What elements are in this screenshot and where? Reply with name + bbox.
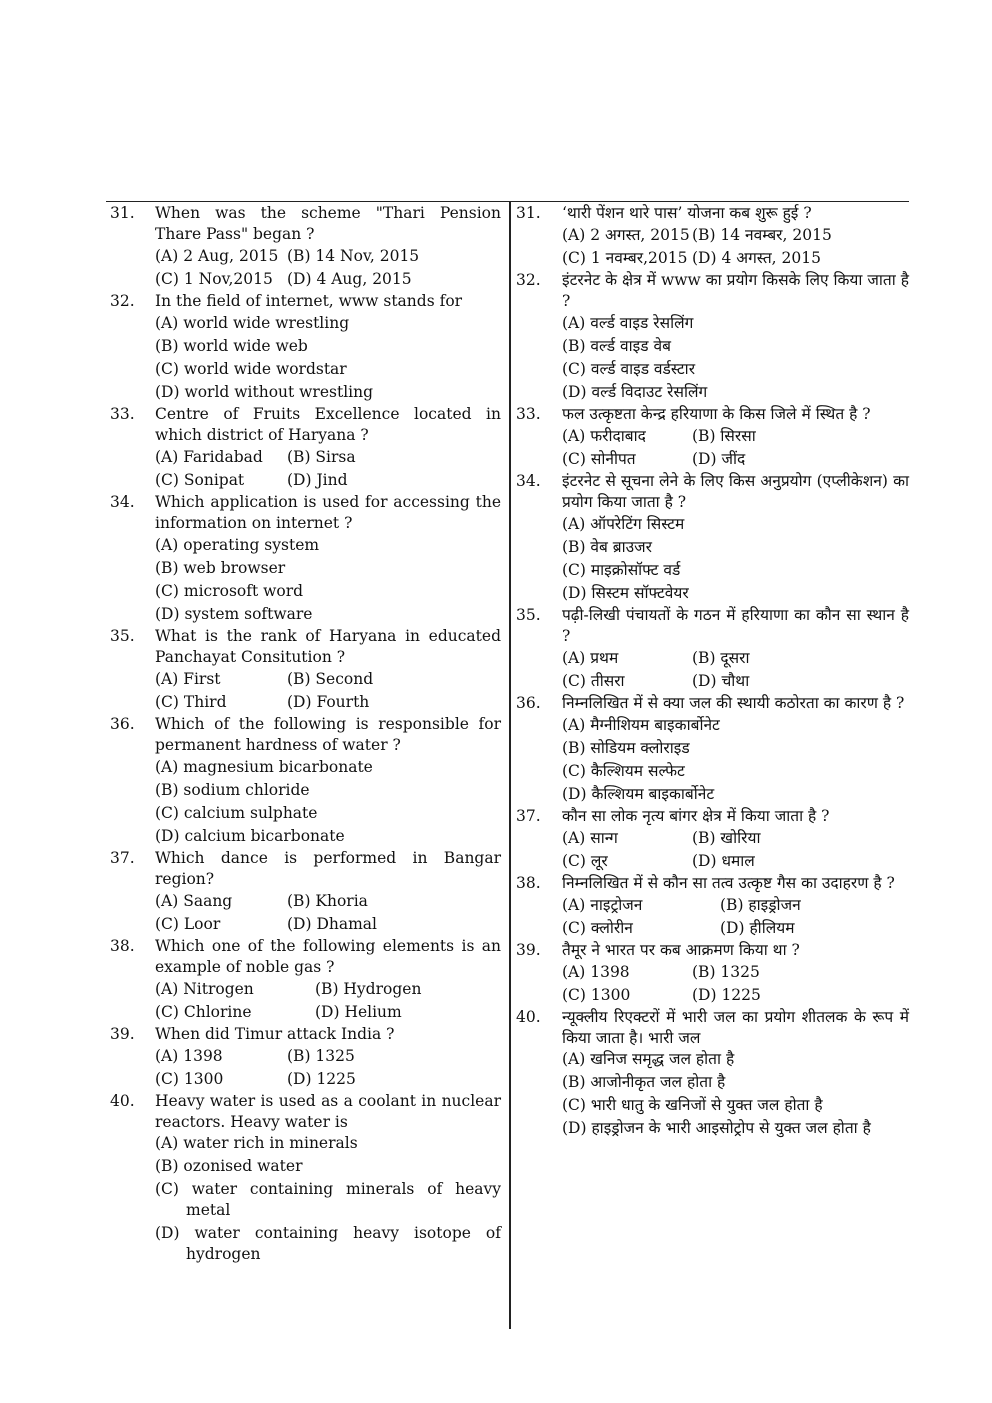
question-number: 31.	[516, 204, 541, 222]
question-text: Heavy water is used as a coolant in nuclear reactors. Heavy water is	[155, 1092, 501, 1131]
option-c: (C) 1300	[155, 1070, 224, 1088]
question-text: तैमूर ने भारत पर कब आक्रमण किया था ?	[562, 941, 800, 959]
option-c: (C) क्लोरीन	[562, 919, 633, 937]
hindi-column	[516, 203, 909, 1141]
option-d: (D) system software	[155, 605, 313, 623]
option-d: (D) 1225	[287, 1070, 356, 1088]
question-37	[106, 848, 501, 936]
option-c: (C) Loor	[155, 915, 221, 933]
question-text: When did Timur attack India ?	[155, 1025, 395, 1043]
option-a: (A) प्रथम	[562, 649, 619, 667]
option-a: (A) मैग्नीशियम बाइकार्बोनेट	[562, 716, 720, 734]
question-number: 31.	[110, 204, 135, 222]
question-39	[516, 940, 909, 1007]
question-33	[516, 404, 909, 471]
option-b: (B) Khoria	[287, 892, 368, 910]
option-c: (C) Third	[155, 693, 227, 711]
question-31	[106, 203, 501, 291]
question-text: Which application is used for accessing the information on internet ?	[155, 493, 501, 532]
question-36	[106, 714, 501, 848]
option-b: (B) ozonised water	[155, 1157, 303, 1175]
question-number: 36.	[516, 694, 541, 712]
question-35	[516, 605, 909, 693]
options	[562, 647, 909, 693]
question-37	[516, 806, 909, 873]
option-d: (D) Helium	[315, 1003, 402, 1021]
question-number: 38.	[516, 874, 541, 892]
option-a: (A) Saang	[155, 892, 233, 910]
question-text: कौन सा लोक नृत्य बांगर क्षेत्र में किया जाता है ?	[562, 807, 830, 825]
question-text: निम्नलिखित में से कौन सा तत्व उत्कृष्ट गैस का उदाहरण है ?	[562, 874, 895, 892]
options	[155, 668, 501, 714]
option-b: (B) सोडियम क्लोराइड	[562, 739, 690, 757]
question-number: 35.	[110, 627, 135, 645]
question-38	[516, 873, 909, 940]
options	[562, 1049, 909, 1139]
question-number: 33.	[516, 405, 541, 423]
question-number: 39.	[110, 1025, 135, 1043]
option-c: (C) कैल्शियम सल्फेट	[562, 762, 685, 780]
options	[155, 312, 501, 404]
option-c: (C) माइक्रोसॉफ्ट वर्ड	[562, 561, 681, 579]
option-b: (B) वर्ल्ड वाइड वेब	[562, 337, 671, 355]
option-b: (B) आजोनीकृत जल होता है	[562, 1073, 726, 1091]
option-d: (D) 1225	[692, 986, 761, 1004]
option-c: (C) भारी धातु के खनिजों से युक्त जल होता है	[562, 1096, 823, 1114]
option-d: (D) जींद	[692, 450, 746, 468]
question-number: 35.	[516, 606, 541, 624]
question-number: 34.	[516, 472, 541, 490]
option-d: (D) world without wrestling	[155, 383, 374, 401]
question-32	[516, 270, 909, 404]
option-a: (A) 2 Aug, 2015	[155, 247, 279, 265]
question-39	[106, 1024, 501, 1091]
question-text: What is the rank of Haryana in educated Panchayat Consitution ?	[155, 627, 501, 666]
question-text: इंटरनेट से सूचना लेने के लिए किस अनुप्रयोग (एप्लीकेशन) का प्रयोग किया जाता है ?	[562, 472, 909, 511]
option-b: (B) खोरिया	[692, 829, 761, 847]
option-d: (D) वर्ल्ड विदाउट रेसलिंग	[562, 383, 708, 401]
option-c: (C) Chlorine	[155, 1003, 252, 1021]
option-c: (C) water containing minerals of heavy metal	[155, 1180, 501, 1219]
question-text: न्यूक्लीय रिएक्टरों में भारी जल का प्रयोग शीतलक के रूप में किया जाता है। भारी जल	[562, 1008, 909, 1047]
question-text: निम्नलिखित में से क्या जल की स्थायी कठोरता का कारण है ?	[562, 694, 905, 712]
question-text: Which of the following is responsible for permanent hardness of water ?	[155, 715, 501, 754]
option-d: (D) हीलियम	[720, 919, 795, 937]
question-36	[516, 693, 909, 806]
question-text: When was the scheme "Thari Pension Thare Pass" began ?	[155, 204, 501, 243]
question-number: 40.	[516, 1008, 541, 1026]
option-a: (A) नाइट्रोजन	[562, 896, 643, 914]
option-b: (B) 1325	[287, 1047, 355, 1065]
question-text: Which one of the following elements is an example of noble gas ?	[155, 937, 501, 976]
option-b: (B) Sirsa	[287, 448, 356, 466]
column-divider	[509, 201, 511, 1329]
option-a: (A) Faridabad	[155, 448, 263, 466]
option-c: (C) तीसरा	[562, 672, 625, 690]
option-a: (A) खनिज समृद्ध जल होता है	[562, 1050, 735, 1068]
question-40	[516, 1007, 909, 1139]
option-b: (B) 14 नवम्बर, 2015	[692, 226, 832, 244]
option-b: (B) world wide web	[155, 337, 308, 355]
question-number: 40.	[110, 1092, 135, 1110]
options	[562, 513, 909, 605]
question-text: Centre of Fruits Excellence located in which district of Haryana ?	[155, 405, 501, 444]
question-35	[106, 626, 501, 714]
option-d: (D) 4 Aug, 2015	[287, 270, 412, 288]
option-c: (C) microsoft word	[155, 582, 304, 600]
options	[155, 446, 501, 492]
options	[562, 425, 909, 471]
option-d: (D) water containing heavy isotope of hydrogen	[155, 1224, 501, 1263]
options	[562, 224, 909, 270]
option-c: (C) सोनीपत	[562, 450, 636, 468]
option-b: (B) sodium chloride	[155, 781, 310, 799]
question-text: फल उत्कृष्टता केन्द्र हरियाणा के किस जिले में स्थित है ?	[562, 405, 871, 423]
option-a: (A) ऑपरेटिंग सिस्टम	[562, 515, 685, 533]
option-b: (B) 14 Nov, 2015	[287, 247, 420, 265]
option-c: (C) calcium sulphate	[155, 804, 318, 822]
option-b: (B) हाइड्रोजन	[720, 896, 801, 914]
question-number: 33.	[110, 405, 135, 423]
options	[562, 827, 909, 873]
option-b: (B) Second	[287, 670, 374, 688]
option-c: (C) 1 Nov,2015	[155, 270, 273, 288]
option-a: (A) सान्ग	[562, 829, 618, 847]
option-a: (A) 2 अगस्त, 2015	[562, 226, 690, 244]
question-40	[106, 1091, 501, 1265]
options	[562, 894, 909, 940]
option-b: (B) web browser	[155, 559, 286, 577]
option-a: (A) Nitrogen	[155, 980, 254, 998]
question-33	[106, 404, 501, 492]
options	[155, 245, 501, 291]
option-a: (A) First	[155, 670, 221, 688]
english-column	[106, 203, 501, 1267]
option-a: (A) वर्ल्ड वाइड रेसलिंग	[562, 314, 694, 332]
option-a: (A) फरीदाबाद	[562, 427, 646, 445]
question-text: In the field of internet, www stands for	[155, 292, 463, 310]
option-d: (D) कैल्शियम बाइकार्बोनेट	[562, 785, 715, 803]
option-c: (C) Sonipat	[155, 471, 245, 489]
question-number: 34.	[110, 493, 135, 511]
option-c: (C) 1 नवम्बर,2015	[562, 249, 688, 267]
option-d: (D) धमाल	[692, 852, 755, 870]
option-d: (D) Jind	[287, 471, 348, 489]
option-a: (A) 1398	[155, 1047, 223, 1065]
option-d: (D) सिस्टम सॉफ्टवेयर	[562, 584, 689, 602]
question-number: 32.	[516, 271, 541, 289]
option-d: (D) 4 अगस्त, 2015	[692, 249, 821, 267]
option-c: (C) लूर	[562, 852, 608, 870]
options	[155, 756, 501, 848]
question-32	[106, 291, 501, 404]
options	[562, 961, 909, 1007]
question-number: 36.	[110, 715, 135, 733]
option-d: (D) Dhamal	[287, 915, 377, 933]
option-a: (A) 1398	[562, 963, 630, 981]
option-a: (A) magnesium bicarbonate	[155, 758, 373, 776]
question-34	[106, 492, 501, 626]
question-number: 37.	[516, 807, 541, 825]
question-text: पढ़ी-लिखी पंचायतों के गठन में हरियाणा का कौन सा स्थान है ?	[562, 606, 909, 645]
question-34	[516, 471, 909, 605]
option-c: (C) वर्ल्ड वाइड वर्डस्टार	[562, 360, 696, 378]
options	[562, 714, 909, 806]
option-d: (D) चौथा	[692, 672, 750, 690]
options	[155, 1133, 501, 1265]
option-d: (D) हाइड्रोजन के भारी आइसोट्रोप से युक्त जल होता है	[562, 1119, 871, 1137]
question-text: ‘थारी पेंशन थारे पास’ योजना कब शुरू हुई ?	[562, 204, 812, 222]
question-31	[516, 203, 909, 270]
question-number: 37.	[110, 849, 135, 867]
option-b: (B) वेब ब्राउजर	[562, 538, 653, 556]
question-number: 32.	[110, 292, 135, 310]
options	[562, 312, 909, 404]
option-b: (B) दूसरा	[692, 649, 750, 667]
question-38	[106, 936, 501, 1024]
option-d: (D) calcium bicarbonate	[155, 827, 345, 845]
question-text: इंटरनेट के क्षेत्र में www का प्रयोग किसके लिए किया जाता है ?	[562, 271, 909, 310]
options	[155, 890, 501, 936]
option-a: (A) world wide wrestling	[155, 314, 350, 332]
option-b: (B) सिरसा	[692, 427, 756, 445]
top-rule	[106, 201, 909, 202]
option-d: (D) Fourth	[287, 693, 370, 711]
options	[155, 978, 501, 1024]
option-a: (A) operating system	[155, 536, 320, 554]
question-text: Which dance is performed in Bangar region?	[155, 849, 501, 888]
options	[155, 534, 501, 626]
question-number: 38.	[110, 937, 135, 955]
option-b: (B) Hydrogen	[315, 980, 422, 998]
option-b: (B) 1325	[692, 963, 760, 981]
option-a: (A) water rich in minerals	[155, 1134, 358, 1152]
options	[155, 1045, 501, 1091]
question-number: 39.	[516, 941, 541, 959]
option-c: (C) 1300	[562, 986, 631, 1004]
option-c: (C) world wide wordstar	[155, 360, 347, 378]
